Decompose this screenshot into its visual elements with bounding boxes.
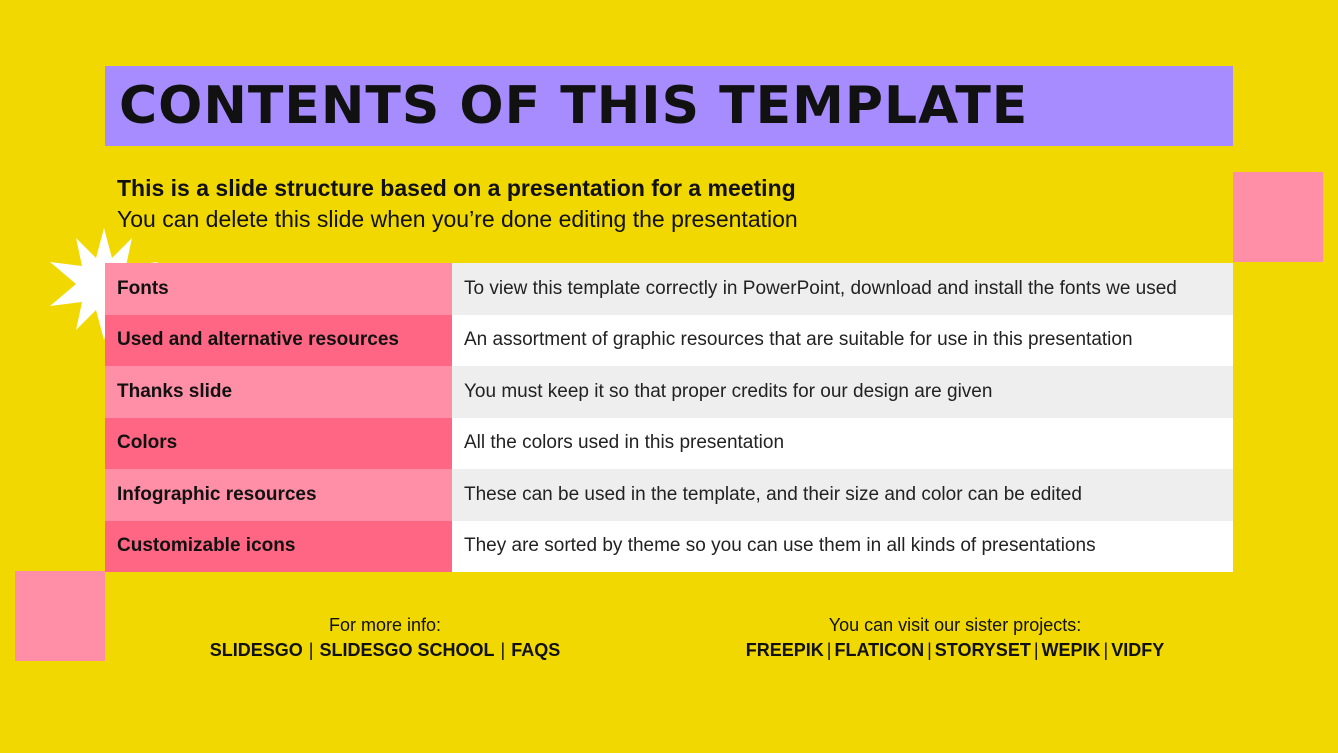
- faqs-link[interactable]: FAQS: [511, 640, 561, 660]
- row-description: These can be used in the template, and their size and color can be edited: [452, 469, 1233, 521]
- row-label: Fonts: [105, 263, 452, 315]
- table-row: [105, 469, 1233, 521]
- title-bar: [105, 66, 1233, 146]
- table-row: [105, 521, 1233, 573]
- decorative-square-left: [15, 571, 105, 661]
- slide-title: CONTENTS OF THIS TEMPLATE: [119, 76, 1029, 136]
- subtitle: [117, 173, 1117, 235]
- footer-more-info: [160, 613, 610, 663]
- subtitle-regular: You can delete this slide when you’re done editing the presentation: [117, 206, 798, 232]
- subtitle-bold: This is a slide structure based on a presentation for a meeting: [117, 175, 796, 201]
- storyset-link[interactable]: STORYSET: [934, 640, 1031, 660]
- table-row: [105, 263, 1233, 315]
- table-row: [105, 366, 1233, 418]
- row-description: All the colors used in this presentation: [452, 418, 1233, 470]
- freepik-link[interactable]: FREEPIK: [745, 640, 824, 660]
- row-description: They are sorted by theme so you can use them in all kinds of presentations: [452, 521, 1233, 573]
- sister-projects-links: FREEPIK | FLATICON | STORYSET | WEPIK | VIDFY: [745, 640, 1165, 660]
- sister-projects-caption: You can visit our sister projects:: [828, 615, 1082, 635]
- more-info-links: SLIDESGO | SLIDESGO SCHOOL | FAQS: [209, 640, 561, 660]
- row-label: Customizable icons: [105, 521, 452, 573]
- table-row: [105, 418, 1233, 470]
- table-row: [105, 315, 1233, 367]
- contents-table: [105, 263, 1233, 572]
- row-description: An assortment of graphic resources that are suitable for use in this presentation: [452, 315, 1233, 367]
- flaticon-link[interactable]: FLATICON: [834, 640, 925, 660]
- more-info-caption: For more info:: [328, 615, 442, 635]
- slidesgo-link[interactable]: SLIDESGO: [209, 640, 303, 660]
- row-label: Colors: [105, 418, 452, 470]
- footer-sister-projects: [700, 613, 1210, 663]
- vidfy-link[interactable]: VIDFY: [1111, 640, 1165, 660]
- slidesgo-school-link[interactable]: SLIDESGO SCHOOL: [319, 640, 495, 660]
- row-description: To view this template correctly in PowerPoint, download and install the fonts we used: [452, 263, 1233, 315]
- row-description: You must keep it so that proper credits for our design are given: [452, 366, 1233, 418]
- row-label: Used and alternative resources: [105, 315, 452, 367]
- row-label: Thanks slide: [105, 366, 452, 418]
- wepik-link[interactable]: WEPIK: [1041, 640, 1101, 660]
- row-label: Infographic resources: [105, 469, 452, 521]
- decorative-square-right: [1233, 172, 1323, 262]
